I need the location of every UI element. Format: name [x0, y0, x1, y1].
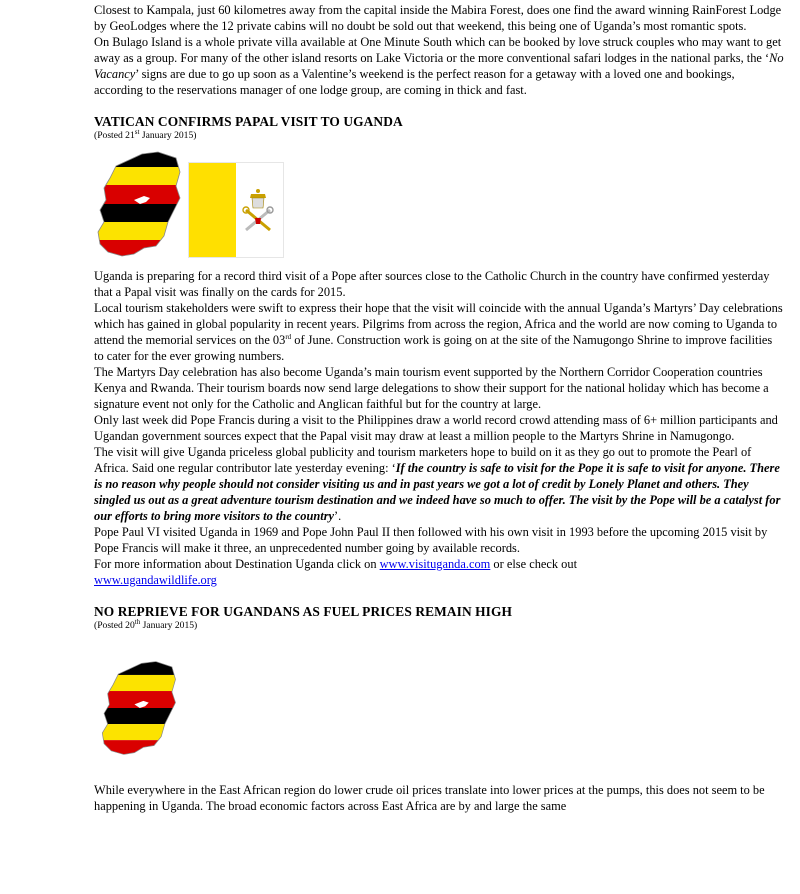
contributor-quote: If the country is safe to visit for the Pope it is safe to visit for anyone. There is no reason why people should not consider visiting us and in past years we got a lot of credit by Lonely Planet and others. They singled us out as a great adventure tourism destination and we indeed have so much to offer. The visit by the Pope will be a catalyst for our efforts to bring more visitors to the country [94, 461, 781, 523]
document-page [94, 2, 784, 814]
ordinal-suffix: rd [285, 332, 292, 341]
text-run: or else check out [490, 557, 578, 571]
intro-paragraph-2 [94, 34, 784, 98]
intro-paragraph-1: Closest to Kampala, just 60 kilometres away from the capital inside the Mabira Forest, does one find the award winning RainForest Lodge by GeoLodges where the 12 private cabins will no doubt be sold out that weekend, this being one of Uganda’s most romantic spots. [94, 3, 782, 33]
article-2-paragraph-1: While everywhere in the East African region do lower crude oil prices translate into lower prices at the pumps, this does not seem to be happening in Uganda. The broad economic factors across East Africa are by and large the same [94, 783, 765, 813]
article-1-headline: VATICAN CONFIRMS PAPAL VISIT TO UGANDA [94, 114, 403, 129]
text-run: January 2015) [139, 130, 197, 141]
no-vacancy-italic: No Vacancy [94, 51, 784, 81]
ugandawildlife-link[interactable]: www.ugandawildlife.org [94, 573, 217, 587]
article-1-paragraph-6: Pope Paul VI visited Uganda in 1969 and Pope John Paul II then followed with his own visit in 1993 before the upcoming 2015 visit by Pope Francis will make it three, an unprecedented number going by available records. [94, 525, 768, 555]
text-run: of June. Construction work is going on at the site of the Namugongo Shrine to improve facilities to cater for the ever growing numbers. [94, 333, 773, 363]
text-run: Local tourism stakeholders were swift to express their hope that the visit will coincide with the annual Uganda’s Martyrs’ Day celebrations which has gained in global popularity in recent years. Pilgrims from across the region, Africa and the world are now coming to Uganda to attend the memorial services on the 03 [94, 301, 783, 347]
vatican-flag-image [188, 162, 284, 258]
article-2-posted-date [94, 617, 784, 632]
text-run: ’ signs are due to go up soon as a Valentine’s weekend is the perfect reason for a getaway with a loved one and bookings, according to the reservations manager of one lodge group, are coming in thick and fast. [94, 67, 735, 97]
article-2-headline: NO REPRIEVE FOR UGANDANS AS FUEL PRICES REMAIN HIGH [94, 604, 513, 619]
text-run: ’. [334, 509, 342, 523]
visituganda-link[interactable]: www.visituganda.com [379, 557, 491, 571]
uganda-flag-map-image [94, 148, 182, 260]
article-1-images [94, 146, 784, 264]
text-run: The visit will give Uganda priceless global publicity and tourism marketers hope to build on it as they go out to promote the Pearl of Africa. Said one regular contributor late yesterday evening: ‘ [94, 445, 752, 475]
text-run: (Posted 21 [94, 130, 135, 141]
article-1-paragraph-1: Uganda is preparing for a record third visit of a Pope after sources close to the Catholic Church in the country have confirmed yesterday that a Papal visit was finally on the cards for 2015. [94, 269, 770, 299]
text-run: (Posted 20 [94, 620, 135, 631]
text-run: On Bulago Island is a whole private villa available at One Minute South which can be booked by love struck couples who may want to get away as a group. For many of the other island resorts on Lake Victoria or the more conventional safari lodges in the national parks, the ‘ [94, 35, 782, 65]
text-run: For more information about Destination Uganda click on [94, 557, 380, 571]
ordinal-suffix: th [134, 617, 141, 626]
article-1-paragraph-3: The Martyrs Day celebration has also become Uganda’s main tourism event supported by the Northern Corridor Cooperation countries Kenya and Rwanda. Their tourism boards now send large delegations to show their support for the national holiday which has become a signature event not only for the Catholic and Anglican faithful but for the country at large. [94, 365, 769, 411]
article-1-posted-date [94, 127, 784, 142]
article-1-paragraph-5 [94, 444, 784, 524]
article-2-images [94, 658, 784, 758]
text-run: January 2015) [140, 620, 198, 631]
article-1-paragraph-2 [94, 300, 784, 364]
ordinal-suffix: st [134, 127, 140, 136]
article-1-paragraph-7 [94, 556, 784, 588]
article-1-paragraph-4: Only last week did Pope Francis during a visit to the Philippines draw a world record crowd attending mass of 6+ million participants and Ugandan government sources expect that the Papal visit may draw at least a million people to the Martyrs Shrine in Namugongo. [94, 413, 778, 443]
uganda-flag-map-image [94, 658, 182, 758]
